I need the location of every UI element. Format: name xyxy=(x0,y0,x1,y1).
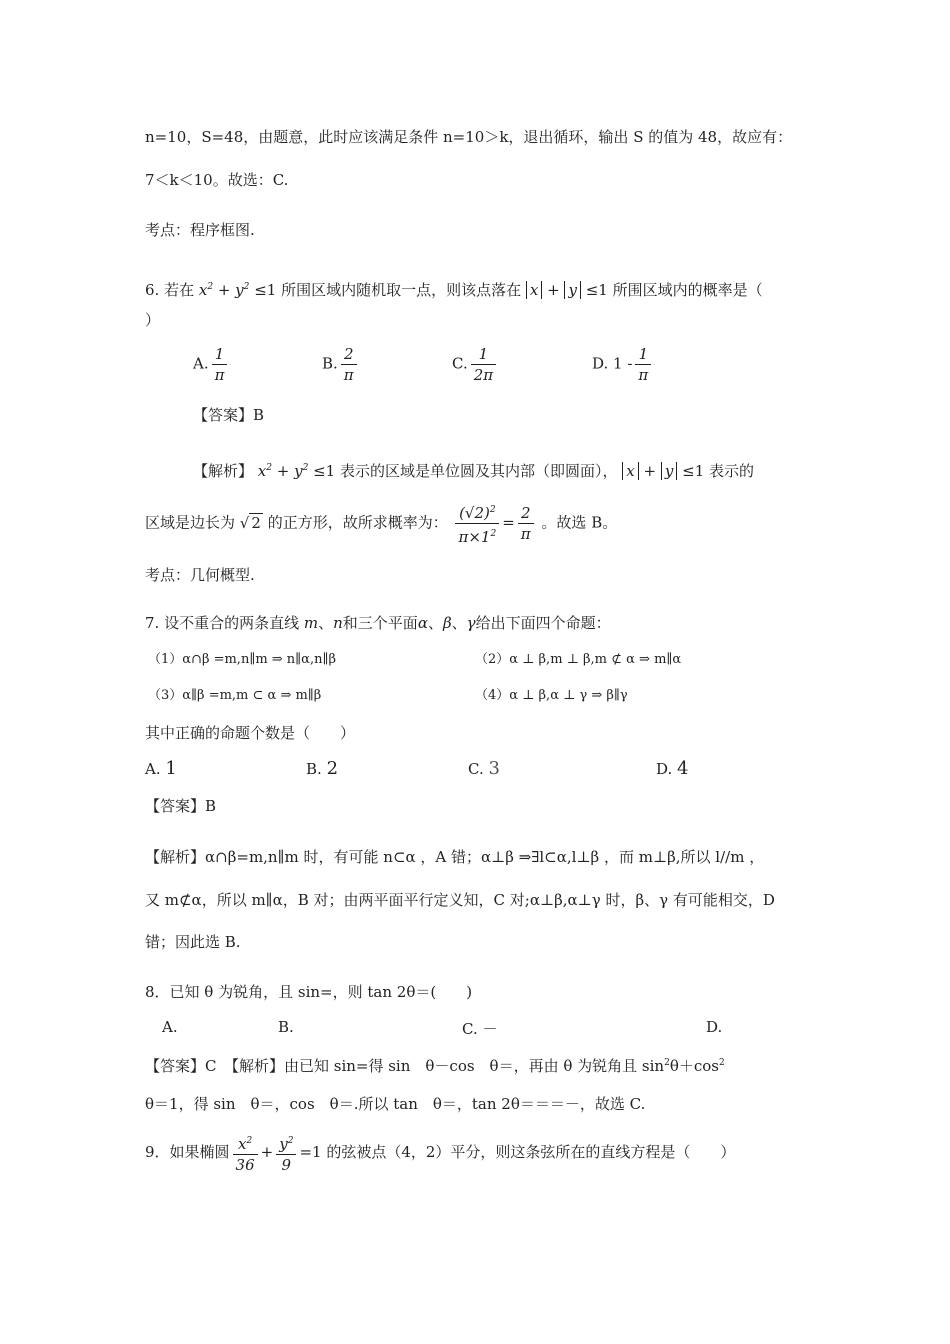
question-8-stem: 8．已知 θ 为锐角，且 sin=，则 tan 2θ＝( ) xyxy=(145,983,473,1001)
analysis-line: 区域是边长为 √ 2 的正方形，故所求概率为： $\frac{(√2)^2}{\pi\times 1^2}$ = $\frac{2}{\pi}$ 。故选 B。 xyxy=(145,500,617,547)
question-9-stem: 9．如果椭圆 $\frac{x^2}{36}$ + $\frac{y^2}{9}$ =1 的弦被点（4，2）平分，则这条弦所在的直线方程是（ ） xyxy=(145,1130,735,1175)
option-c: C. － xyxy=(462,1020,498,1038)
analysis-line: θ＝1，得 sin θ＝，cos θ＝.所以 tan θ＝，tan 2θ＝＝＝－，故选 C. xyxy=(145,1095,646,1113)
option-b: B. 2 xyxy=(306,758,339,779)
proposition-1: （1）α∩β =m,n∥m ⇒ n∥α,n∥β xyxy=(148,652,336,667)
question-6-stem: 6. 若在 $x^2 + y^2 \le 1$ 所围区域内随机取一点，则该点落在 x + y ≤1 所围区域内的概率是（ xyxy=(145,281,763,299)
question-7-stem: 7. 设不重合的两条直线 m、n和三个平面α、β、γ给出下面四个命题： xyxy=(145,614,611,632)
proposition-4: （4）α ⊥ β,α ⊥ γ ⇒ β∥γ xyxy=(475,688,628,703)
analysis-line: 错；因此选 B. xyxy=(145,933,241,951)
option-b: B. xyxy=(278,1018,294,1036)
analysis-line: 【答案】C 【解析】由已知 sin=得 sin θ－cos θ＝，再由 θ 为锐角且 $\sin^2\theta+\cos^2$ xyxy=(145,1057,725,1075)
question-7-ask: 其中正确的命题个数是（ ） xyxy=(145,724,356,742)
analysis-line: 又 m⊄α，所以 m∥α，B 对；由两平面平行定义知，C 对;α⊥β,α⊥γ 时，β、γ 有可能相交，D xyxy=(145,891,775,909)
option-a: A. $\frac{1}{\pi}$ xyxy=(193,344,230,385)
proposition-2: （2）α ⊥ β,m ⊥ β,m ⊄ α ⇒ m∥α xyxy=(475,652,682,667)
option-d: D. xyxy=(706,1018,723,1036)
option-d: D. 4 xyxy=(656,758,689,779)
question-6-stem-end: ） xyxy=(145,311,161,329)
option-b: B. $\frac{2}{\pi}$ xyxy=(322,344,360,385)
solution-line: 7＜k＜10。故选：C. xyxy=(145,171,289,189)
kaodian-label: 考点：几何概型. xyxy=(145,566,255,584)
kaodian-label: 考点：程序框图. xyxy=(145,221,255,239)
option-a: A. 1 xyxy=(145,758,177,779)
option-c: C. $\frac{1}{2\pi}$ xyxy=(452,344,499,385)
analysis-line: 【解析】 $x^2 + y^2 \le 1$ 表示的区域是单位圆及其内部（即圆面）， x + y ≤1 表示的 xyxy=(193,462,755,480)
solution-line: n=10，S=48，由题意，此时应该满足条件 n=10＞k，退出循环，输出 S 的值为 48，故应有： xyxy=(145,128,793,146)
analysis-line: 【解析】α∩β=m,n∥m 时，有可能 n⊂α ，A 错；α⊥β ⇒∃l⊂α,l⊥β ，而 m⊥β,所以 l//m ， xyxy=(145,848,765,866)
option-d: D. 1 - $\frac{1}{\pi}$ xyxy=(592,344,654,385)
option-a: A. xyxy=(162,1018,178,1036)
answer-label: 【答案】B xyxy=(145,797,217,815)
answer-label: 【答案】B xyxy=(193,406,265,424)
option-c: C. 3 xyxy=(468,758,500,779)
proposition-3: （3）α∥β =m,m ⊂ α ⇒ m∥β xyxy=(148,688,322,703)
